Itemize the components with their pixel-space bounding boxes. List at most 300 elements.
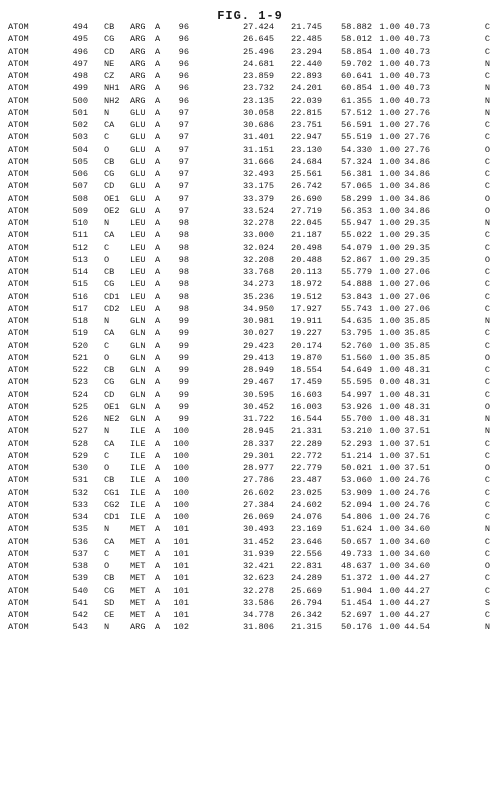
atom-serial: 519 [72, 328, 88, 339]
residue-name: MET [130, 573, 146, 584]
b-factor: 24.76 [404, 475, 430, 486]
coord-x: 30.493 [243, 524, 274, 535]
atom-record-row [0, 278, 500, 290]
b-factor: 34.86 [404, 193, 430, 204]
chain-id: A [155, 561, 161, 571]
residue-name: ARG [130, 58, 146, 69]
residue-name: GLU [130, 107, 146, 118]
b-factor: 44.54 [404, 622, 430, 633]
coord-x: 32.024 [243, 242, 274, 253]
atom-serial: 538 [72, 561, 88, 571]
coord-x: 26.602 [243, 487, 274, 498]
coord-x: 30.027 [243, 328, 274, 339]
residue-number: 98 [178, 279, 189, 290]
atom-record-row [0, 597, 500, 609]
atom-record-row [0, 229, 500, 241]
atom-serial: 494 [72, 22, 88, 32]
chain-id: A [155, 22, 161, 32]
atom-serial: 543 [72, 622, 88, 633]
element-symbol: C [484, 328, 490, 339]
residue-number: 97 [178, 120, 189, 130]
coord-z: 58.882 [341, 22, 372, 32]
coord-x: 28.337 [243, 438, 274, 449]
chain-id: A [155, 352, 161, 363]
record-type: ATOM [8, 365, 29, 375]
residue-name: MET [130, 610, 146, 620]
record-type: ATOM [8, 303, 29, 314]
residue-name: GLU [130, 120, 146, 130]
chain-id: A [155, 365, 161, 375]
occupancy: 1.00 [379, 218, 400, 228]
coord-y: 16.603 [291, 389, 322, 400]
coord-z: 52.293 [341, 438, 372, 449]
occupancy: 1.00 [379, 132, 400, 143]
atom-serial: 528 [72, 438, 88, 449]
record-type: ATOM [8, 597, 29, 608]
atom-serial: 516 [72, 291, 88, 302]
occupancy: 1.00 [379, 524, 400, 535]
atom-name: CA [104, 536, 115, 547]
chain-id: A [155, 291, 161, 302]
occupancy: 1.00 [379, 58, 400, 69]
occupancy: 1.00 [379, 291, 400, 302]
coord-z: 52.697 [341, 610, 372, 620]
residue-name: MET [130, 524, 146, 535]
coord-z: 56.381 [341, 169, 372, 179]
coord-y: 24.684 [291, 156, 322, 167]
atom-record-row [0, 585, 500, 597]
atom-record-row [0, 560, 500, 572]
residue-name: ILE [130, 463, 146, 473]
atom-record-row [0, 168, 500, 180]
atom-serial: 529 [72, 450, 88, 461]
record-type: ATOM [8, 254, 29, 265]
coord-x: 26.645 [243, 34, 274, 45]
coord-z: 48.637 [341, 561, 372, 571]
chain-id: A [155, 316, 161, 326]
atom-record-row [0, 572, 500, 584]
b-factor: 48.31 [404, 414, 430, 424]
atom-record-row [0, 511, 500, 523]
element-symbol: O [484, 561, 490, 571]
atom-record-row [0, 193, 500, 205]
b-factor: 35.85 [404, 340, 430, 351]
atom-serial: 530 [72, 463, 88, 473]
residue-name: ILE [130, 426, 146, 437]
coord-x: 33.768 [243, 267, 274, 277]
b-factor: 37.51 [404, 438, 430, 449]
chain-id: A [155, 328, 161, 339]
coord-z: 52.760 [341, 340, 372, 351]
residue-name: GLU [130, 193, 146, 204]
occupancy: 1.00 [379, 512, 400, 522]
atom-name: C [104, 132, 110, 143]
residue-number: 102 [173, 622, 189, 633]
atom-serial: 526 [72, 414, 88, 424]
b-factor: 24.76 [404, 512, 430, 522]
coord-z: 51.624 [341, 524, 372, 535]
coord-x: 25.496 [243, 46, 274, 57]
coord-z: 61.355 [341, 95, 372, 106]
element-symbol: O [484, 254, 490, 265]
occupancy: 1.00 [379, 71, 400, 81]
atom-record-row [0, 254, 500, 266]
occupancy: 1.00 [379, 328, 400, 339]
coord-y: 16.003 [291, 401, 322, 412]
coord-z: 50.176 [341, 622, 372, 633]
coord-z: 58.012 [341, 34, 372, 45]
coord-y: 21.331 [291, 426, 322, 437]
atom-name: CD1 [104, 291, 120, 302]
coord-y: 23.487 [291, 475, 322, 486]
chain-id: A [155, 463, 161, 473]
atom-record-row [0, 413, 500, 425]
atom-name: SD [104, 597, 115, 608]
atom-name: CG [104, 169, 115, 179]
coord-z: 51.454 [341, 597, 372, 608]
coord-x: 34.273 [243, 279, 274, 290]
chain-id: A [155, 156, 161, 167]
coord-y: 26.794 [291, 597, 322, 608]
atom-serial: 518 [72, 316, 88, 326]
element-symbol: C [484, 303, 490, 314]
atom-record-row [0, 499, 500, 511]
element-symbol: O [484, 193, 490, 204]
atom-record-row [0, 315, 500, 327]
element-symbol: O [484, 352, 490, 363]
residue-name: GLN [130, 377, 146, 388]
atom-name: CB [104, 365, 115, 375]
coord-x: 34.778 [243, 610, 274, 620]
record-type: ATOM [8, 585, 29, 596]
atom-record-row [0, 33, 500, 45]
chain-id: A [155, 377, 161, 388]
atom-serial: 510 [72, 218, 88, 228]
residue-number: 99 [178, 352, 189, 363]
residue-name: ILE [130, 512, 146, 522]
element-symbol: C [484, 389, 490, 400]
occupancy: 1.00 [379, 536, 400, 547]
record-type: ATOM [8, 181, 29, 192]
occupancy: 1.00 [379, 205, 400, 216]
record-type: ATOM [8, 352, 29, 363]
atom-serial: 504 [72, 144, 88, 155]
element-symbol: C [484, 536, 490, 547]
atom-serial: 514 [72, 267, 88, 277]
atom-name: CB [104, 573, 115, 584]
coord-x: 29.467 [243, 377, 274, 388]
residue-number: 96 [178, 34, 189, 45]
coord-y: 24.602 [291, 499, 322, 510]
coord-z: 56.353 [341, 205, 372, 216]
occupancy: 1.00 [379, 254, 400, 265]
chain-id: A [155, 132, 161, 143]
b-factor: 44.27 [404, 597, 430, 608]
occupancy: 1.00 [379, 46, 400, 57]
atom-record-row [0, 425, 500, 437]
b-factor: 35.85 [404, 316, 430, 326]
occupancy: 1.00 [379, 242, 400, 253]
atom-name: CB [104, 267, 115, 277]
coord-x: 33.175 [243, 181, 274, 192]
atom-record-row [0, 474, 500, 486]
chain-id: A [155, 524, 161, 535]
element-symbol: C [484, 181, 490, 192]
residue-number: 99 [178, 414, 189, 424]
coord-x: 31.806 [243, 622, 274, 633]
residue-name: GLU [130, 156, 146, 167]
residue-number: 99 [178, 316, 189, 326]
coord-x: 32.278 [243, 218, 274, 228]
coord-x: 32.278 [243, 585, 274, 596]
coord-y: 23.169 [291, 524, 322, 535]
occupancy: 1.00 [379, 181, 400, 192]
chain-id: A [155, 34, 161, 45]
figure-title: FIG. 1-9 [217, 9, 283, 23]
atom-serial: 537 [72, 548, 88, 559]
atom-name: CG [104, 34, 115, 45]
atom-name: O [104, 463, 110, 473]
atom-serial: 499 [72, 83, 88, 94]
residue-name: MET [130, 536, 146, 547]
coord-x: 30.452 [243, 401, 274, 412]
coord-y: 27.719 [291, 205, 322, 216]
chain-id: A [155, 499, 161, 510]
residue-number: 99 [178, 377, 189, 388]
coord-z: 54.806 [341, 512, 372, 522]
chain-id: A [155, 487, 161, 498]
atom-record-row [0, 58, 500, 70]
record-type: ATOM [8, 71, 29, 81]
record-type: ATOM [8, 169, 29, 179]
coord-y: 20.498 [291, 242, 322, 253]
coord-z: 53.795 [341, 328, 372, 339]
element-symbol: C [484, 120, 490, 130]
record-type: ATOM [8, 205, 29, 216]
occupancy: 1.00 [379, 610, 400, 620]
element-symbol: C [484, 34, 490, 45]
atom-name: N [104, 107, 110, 118]
occupancy: 1.00 [379, 340, 400, 351]
residue-name: GLN [130, 340, 146, 351]
occupancy: 1.00 [379, 450, 400, 461]
coord-x: 26.069 [243, 512, 274, 522]
residue-name: GLN [130, 389, 146, 400]
atom-name: N [104, 316, 110, 326]
atom-record-row [0, 621, 500, 633]
coord-y: 21.187 [291, 230, 322, 241]
residue-number: 100 [173, 450, 189, 461]
b-factor: 27.76 [404, 107, 430, 118]
element-symbol: C [484, 291, 490, 302]
atom-name: CB [104, 156, 115, 167]
coord-z: 54.997 [341, 389, 372, 400]
record-type: ATOM [8, 573, 29, 584]
atom-record-row [0, 217, 500, 229]
coord-y: 23.751 [291, 120, 322, 130]
coord-x: 32.421 [243, 561, 274, 571]
residue-name: GLU [130, 181, 146, 192]
chain-id: A [155, 181, 161, 192]
atom-serial: 512 [72, 242, 88, 253]
residue-name: LEU [130, 254, 146, 265]
chain-id: A [155, 303, 161, 314]
record-type: ATOM [8, 622, 29, 633]
element-symbol: C [484, 242, 490, 253]
b-factor: 29.35 [404, 230, 430, 241]
atom-record-row [0, 450, 500, 462]
b-factor: 40.73 [404, 46, 430, 57]
element-symbol: C [484, 610, 490, 620]
coord-z: 50.021 [341, 463, 372, 473]
element-symbol: C [484, 46, 490, 57]
coord-z: 51.214 [341, 450, 372, 461]
coord-x: 33.524 [243, 205, 274, 216]
coord-y: 22.485 [291, 34, 322, 45]
residue-number: 101 [173, 524, 189, 535]
b-factor: 24.76 [404, 487, 430, 498]
residue-number: 98 [178, 218, 189, 228]
atom-name: CD1 [104, 512, 120, 522]
record-type: ATOM [8, 401, 29, 412]
record-type: ATOM [8, 414, 29, 424]
coord-x: 28.949 [243, 365, 274, 375]
coord-y: 19.227 [291, 328, 322, 339]
residue-number: 96 [178, 22, 189, 32]
b-factor: 29.35 [404, 242, 430, 253]
b-factor: 29.35 [404, 218, 430, 228]
residue-name: LEU [130, 218, 146, 228]
residue-name: GLU [130, 169, 146, 179]
coord-y: 22.893 [291, 71, 322, 81]
coord-z: 53.060 [341, 475, 372, 486]
atom-record-row [0, 609, 500, 621]
coord-z: 55.519 [341, 132, 372, 143]
coord-z: 51.372 [341, 573, 372, 584]
coord-z: 55.022 [341, 230, 372, 241]
occupancy: 1.00 [379, 487, 400, 498]
b-factor: 34.60 [404, 548, 430, 559]
occupancy: 1.00 [379, 169, 400, 179]
coord-y: 22.831 [291, 561, 322, 571]
atom-serial: 508 [72, 193, 88, 204]
atom-serial: 506 [72, 169, 88, 179]
residue-number: 99 [178, 328, 189, 339]
residue-number: 99 [178, 401, 189, 412]
atom-serial: 542 [72, 610, 88, 620]
record-type: ATOM [8, 438, 29, 449]
chain-id: A [155, 120, 161, 130]
atom-name: CA [104, 438, 115, 449]
atom-serial: 535 [72, 524, 88, 535]
element-symbol: O [484, 401, 490, 412]
coord-y: 23.646 [291, 536, 322, 547]
chain-id: A [155, 107, 161, 118]
b-factor: 24.76 [404, 499, 430, 510]
coord-z: 51.904 [341, 585, 372, 596]
record-type: ATOM [8, 524, 29, 535]
coord-x: 31.151 [243, 144, 274, 155]
element-symbol: C [484, 377, 490, 388]
residue-name: GLN [130, 365, 146, 375]
atom-record-row [0, 205, 500, 217]
element-symbol: C [484, 487, 490, 498]
record-type: ATOM [8, 328, 29, 339]
atom-serial: 522 [72, 365, 88, 375]
b-factor: 40.73 [404, 71, 430, 81]
coord-x: 33.379 [243, 193, 274, 204]
b-factor: 35.85 [404, 328, 430, 339]
record-type: ATOM [8, 218, 29, 228]
chain-id: A [155, 426, 161, 437]
b-factor: 44.27 [404, 585, 430, 596]
b-factor: 27.06 [404, 291, 430, 302]
atom-name: C [104, 340, 110, 351]
element-symbol: N [484, 83, 490, 94]
coord-x: 29.301 [243, 450, 274, 461]
residue-number: 100 [173, 426, 189, 437]
coord-y: 16.544 [291, 414, 322, 424]
chain-id: A [155, 144, 161, 155]
residue-number: 98 [178, 291, 189, 302]
coord-x: 30.981 [243, 316, 274, 326]
atom-record-row [0, 462, 500, 474]
atom-name: CB [104, 475, 115, 486]
coord-y: 18.972 [291, 279, 322, 290]
coord-y: 24.201 [291, 83, 322, 94]
record-type: ATOM [8, 463, 29, 473]
residue-name: LEU [130, 230, 146, 241]
coord-z: 55.947 [341, 218, 372, 228]
coord-y: 19.911 [291, 316, 322, 326]
chain-id: A [155, 610, 161, 620]
element-symbol: C [484, 22, 490, 32]
b-factor: 27.06 [404, 279, 430, 290]
atom-serial: 536 [72, 536, 88, 547]
residue-number: 99 [178, 340, 189, 351]
atom-serial: 496 [72, 46, 88, 57]
record-type: ATOM [8, 156, 29, 167]
chain-id: A [155, 438, 161, 449]
atom-name: CB [104, 22, 115, 32]
atom-name: CG [104, 585, 115, 596]
record-type: ATOM [8, 377, 29, 388]
atom-name: O [104, 561, 110, 571]
chain-id: A [155, 548, 161, 559]
b-factor: 27.76 [404, 132, 430, 143]
b-factor: 34.60 [404, 561, 430, 571]
atom-serial: 525 [72, 401, 88, 412]
coord-x: 24.681 [243, 58, 274, 69]
b-factor: 34.60 [404, 536, 430, 547]
chain-id: A [155, 512, 161, 522]
coord-x: 30.595 [243, 389, 274, 400]
chain-id: A [155, 71, 161, 81]
residue-number: 99 [178, 365, 189, 375]
coord-z: 50.657 [341, 536, 372, 547]
atom-record-row [0, 327, 500, 339]
b-factor: 34.86 [404, 169, 430, 179]
coord-x: 31.722 [243, 414, 274, 424]
coord-y: 22.779 [291, 463, 322, 473]
coord-x: 30.058 [243, 107, 274, 118]
occupancy: 1.00 [379, 426, 400, 437]
record-type: ATOM [8, 426, 29, 437]
record-type: ATOM [8, 267, 29, 277]
residue-name: ILE [130, 487, 146, 498]
atom-name: CE [104, 610, 115, 620]
occupancy: 1.00 [379, 303, 400, 314]
